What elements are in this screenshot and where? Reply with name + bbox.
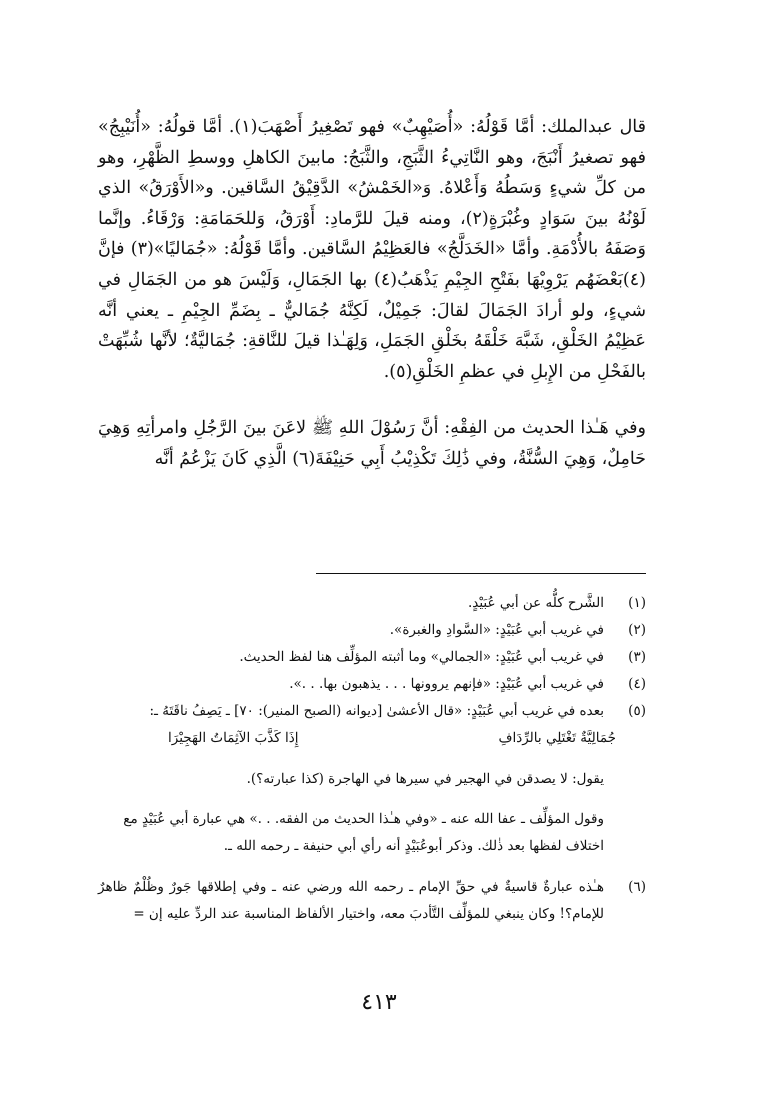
footnote-3 (98, 644, 646, 671)
footnote-2 (98, 617, 646, 644)
footnote-number: (٦) (628, 878, 646, 895)
page-number: ٤١٣ (361, 990, 397, 1015)
footnote-text: يقول: لا يصدقن في الهجير في سيرها في الهاجرة (كذا عبارته؟). (246, 770, 604, 787)
footnote-text: في غريب أبي عُبَيْدٍ: «فإنهم يروونها . . . يذهبون بها. . .». (289, 676, 604, 692)
footnote-6 (98, 874, 646, 928)
footnote-text: في غريب أبي عُبَيْدٍ: «الجمالي» وما أثبته المؤلِّف هنا لفظ الحديث. (239, 649, 604, 665)
footnote-text: الشَّرح كلُّه عن أبي عُبَيْدٍ. (467, 595, 604, 611)
verse-first-hemistich: جُمَالِيَّةٌ تَغْتَلِي بالرِّدَافِ (498, 730, 616, 746)
footnote-text: بعده في غريب أبي عُبَيْدٍ: «قال الأعشىٰ [ديوانه (الصبح المنير): ٧٠] ـ يَصِفُ ناقَتَهُ ـ: (149, 703, 604, 719)
paragraph-2: وفي هَـٰذا الحديث من الفِقْهِ: أنَّ رَسُوْلَ اللهِ ﷺ لاعَنَ بينَ الرَّجُلِ وامرأتِهِ وَهِيَ حَامِلٌ، وَهِيَ السُّنَّةُ، وفي ذَٰلِكَ تَكْذِيْبُ أَبِي حَنِيْفَةَ(٦) الَّذِي كَانَ يَزْعُمُ أنَّه (98, 418, 646, 469)
footnote-5-continuation (98, 766, 646, 861)
footnote-separator (316, 573, 646, 574)
poetry-verse (98, 725, 646, 752)
main-text (98, 112, 646, 475)
footnote-number: (٤) (628, 676, 646, 692)
footnote-1 (98, 590, 646, 617)
footnote-number: (١) (628, 595, 646, 611)
footnotes (98, 590, 646, 928)
footnote-text: وقول المؤلِّف ـ عفا الله عنه ـ «وفي هـٰذا الحديث من الفقه. . .» هي عبارة أبي عُبَيْدٍ مع اختلاف لفظها بعد ذٰلك. وذكر أبوعُبَيْدٍ أنه رأي أبي حنيفة ـ رحمه الله ـ. (123, 811, 604, 854)
verse-second-hemistich: إِذَا كَذَّبَ الآثِمَاتُ الهَجِيْرَا (168, 730, 299, 746)
footnote-text: هـٰذه عبارةٌ قاسيةٌ في حقِّ الإمام ـ رحمه الله ورضي عنه ـ وفي إطلاقها جَورٌ وظُلْمٌ ظاهرٌ للإمام؟! وكان ينبغي للمؤلِّف التَّأدبَ معه، واختيار الألفاظ المناسبة عند الردِّ عليه إن = (98, 878, 604, 922)
footnote-number: (٢) (628, 622, 646, 638)
footnote-text: في غريب أبي عُبَيْدٍ: «السَّوادِ والغبرة». (389, 622, 604, 638)
footnote-4 (98, 671, 646, 698)
footnote-number: (٣) (628, 649, 646, 665)
footnote-5 (98, 698, 646, 725)
paragraph-1: قال عبدالملك: أمَّا قَوْلُهُ: «أُصَيْهِبٌ» فهو تَصْغِيرُ أَصْهَبَ(١). أمَّا قولُهُ: «أُنَيْبِجُ» فهو تصغيرُ أَنْبَجَ، وهو النَّاتِيءُ الثَّبَجِ، والثَّبَجُ: مابينَ الكاهلِ ووسطِ الظَّهْرِ، وهو من كلِّ شيءٍ وَسَطُهُ وَأَعْلاهُ. وَ«الخَمْشُ» الدَّقِيْقُ السَّاقين. و«الأَوْرَقُ» الذي لَوْنُهُ بينَ سَوَادٍ وغُبْرَةٍ(٢)، ومنه قيلَ للرَّمادِ: أَوْرَقُ، وَللحَمَامَةِ: وَرْقَاءُ. وإنَّما وَصَفَهُ بالأُدْمَةِ. وأمَّا «الخَدَلَّجُ» فالعَظِيْمُ السَّاقين. وأمَّا قَوْلُهُ: «جُمَاليًا»(٣) فإنَّ (٤)بَعْضَهُم يَرْوِيْهَا بفَتْحِ الجِيْمِ يَذْهَبُ(٤) بها الجَمَالِ، وَلَيْسَ هو من الجَمَالِ في شيءٍ، ولو أرادَ الجَمَالَ لقالَ: جَمِيْلٌ، لَكِنَّهُ جُمَاليٌّ ـ بِضَمِّ الجِيْمِ ـ يعني أنَّه عَظِيْمُ الخَلْقِ، شَبَّهَ خَلْقَهُ بخَلْقِ الجَمَلِ، وَلِهَـٰذا قيلَ للنَّاقةِ: جُمَاليَّةٌ؛ لأنَّها شُبِّهَتْ بالفَحْلِ من الإِبلِ في عظمِ الخَلْقِ(٥). (98, 117, 647, 382)
footnote-number: (٥) (628, 703, 646, 719)
